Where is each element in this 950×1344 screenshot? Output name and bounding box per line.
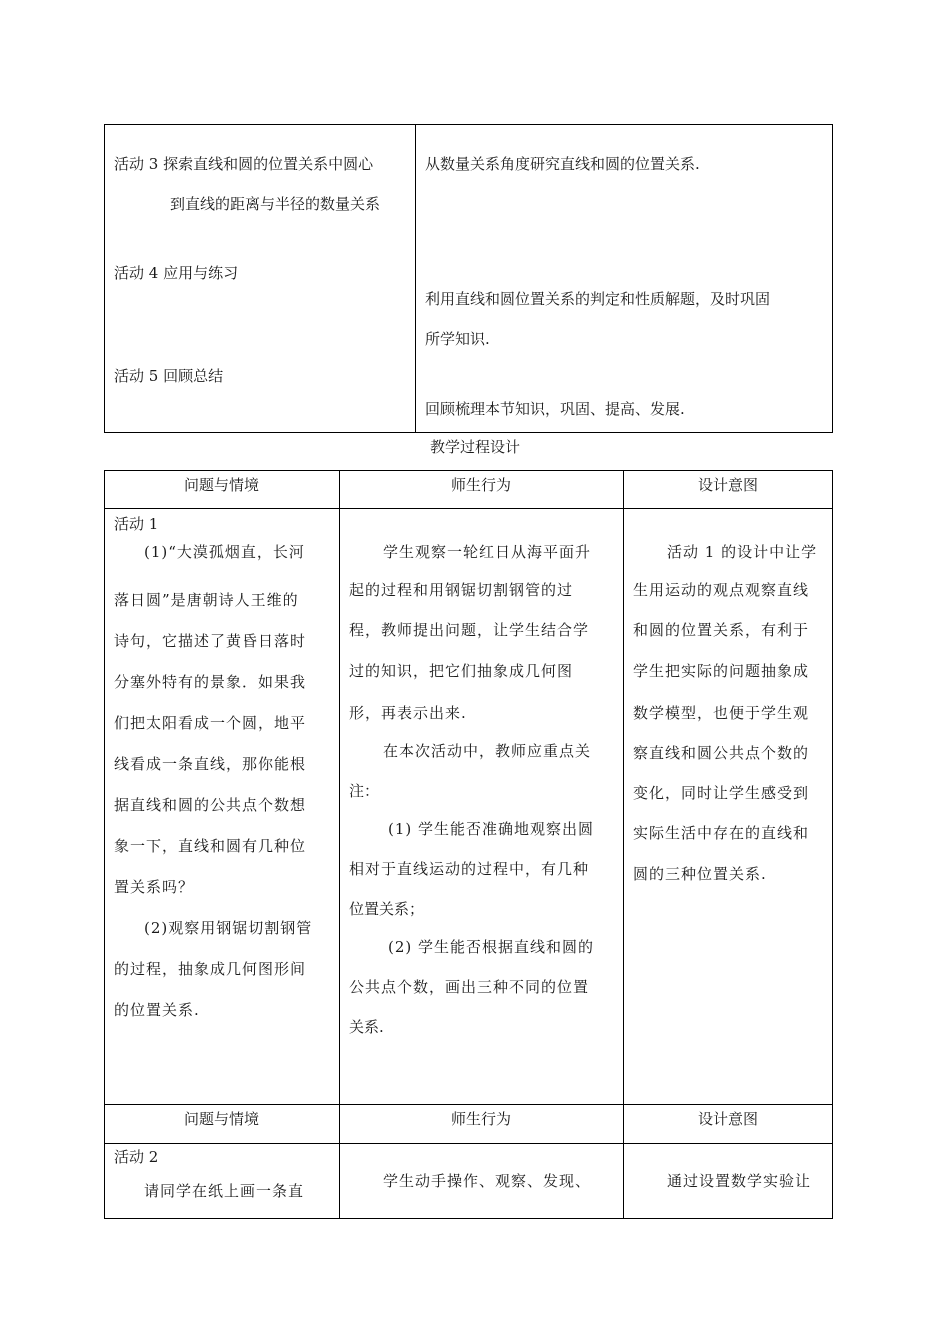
a1-problem-line: 的位置关系. bbox=[114, 1001, 200, 1019]
a1-problem-line: 象一下，直线和圆有几种位 bbox=[114, 837, 307, 855]
a1-behavior-line: (1) 学生能否准确地观察出圆 bbox=[388, 820, 595, 838]
activity3-goal: 从数量关系角度研究直线和圆的位置关系. bbox=[425, 155, 700, 173]
a1-behavior-line: 学生观察一轮红日从海平面升 bbox=[383, 543, 592, 561]
a1-intent-line: 数学模型，也便于学生观 bbox=[633, 704, 810, 722]
activity4-title: 活动 4 应用与练习 bbox=[114, 264, 239, 282]
a1-intent-line: 生用运动的观点观察直线 bbox=[633, 581, 810, 599]
a1-intent-line: 变化，同时让学生感受到 bbox=[633, 784, 810, 802]
activity3-title-cont: 到直线的距离与半径的数量关系 bbox=[170, 195, 381, 213]
a1-problem-line: 置关系吗？ bbox=[114, 878, 195, 896]
activity4-goal: 利用直线和圆位置关系的判定和性质解题，及时巩固 bbox=[425, 290, 771, 308]
a1-problem-line: 据直线和圆的公共点个数想 bbox=[114, 796, 307, 814]
a1-behavior-line: 形，再表示出来. bbox=[349, 704, 467, 722]
a1-intent-line: 和圆的位置关系，有利于 bbox=[633, 621, 810, 639]
plan-table-divider bbox=[415, 124, 416, 433]
activity4-goal-cont: 所学知识. bbox=[425, 330, 490, 348]
a1-problem-line: 分塞外特有的景象．如果我 bbox=[114, 673, 307, 691]
a2-intent-line: 通过设置数学实验让 bbox=[667, 1172, 812, 1190]
activity1-row-divider bbox=[104, 1104, 833, 1105]
a1-intent-line: 实际生活中存在的直线和 bbox=[633, 824, 810, 842]
col-divider-2 bbox=[623, 470, 624, 1219]
col-divider-1 bbox=[339, 470, 340, 1219]
a2-problem-line: 请同学在纸上画一条直 bbox=[144, 1182, 305, 1200]
a1-behavior-line: 相对于直线运动的过程中，有几种 bbox=[349, 860, 590, 878]
activity2-label: 活动 2 bbox=[114, 1148, 159, 1166]
activity3-title: 活动 3 探索直线和圆的位置关系中圆心 bbox=[114, 155, 374, 173]
header-intent-2: 设计意图 bbox=[697, 1110, 758, 1128]
header-row-divider bbox=[104, 508, 833, 509]
a1-intent-line: 活动 1 的设计中让学 bbox=[667, 543, 818, 561]
a1-behavior-line: 在本次活动中，教师应重点关 bbox=[383, 742, 592, 760]
header-behavior: 师生行为 bbox=[450, 476, 511, 494]
a1-behavior-line: 公共点个数，画出三种不同的位置 bbox=[349, 978, 590, 996]
a1-intent-line: 察直线和圆公共点个数的 bbox=[633, 744, 810, 762]
a2-behavior-line: 学生动手操作、观察、发现、 bbox=[383, 1172, 592, 1190]
a1-behavior-line: 关系. bbox=[349, 1018, 384, 1036]
a1-problem-line: (2)观察用钢锯切割钢管 bbox=[144, 919, 313, 937]
a1-problem-line: 们把太阳看成一个圆，地平 bbox=[114, 714, 307, 732]
activity5-title: 活动 5 回顾总结 bbox=[114, 367, 224, 385]
a1-behavior-line: 程，教师提出问题，让学生结合学 bbox=[349, 621, 590, 639]
a1-intent-line: 学生把实际的问题抽象成 bbox=[633, 662, 810, 680]
a1-problem-line: 的过程，抽象成几何图形间 bbox=[114, 960, 307, 978]
a1-problem-line: (1)“大漠孤烟直，长河 bbox=[144, 543, 305, 561]
a1-problem-line: 线看成一条直线，那你能根 bbox=[114, 755, 307, 773]
activity5-goal: 回顾梳理本节知识，巩固、提高、发展. bbox=[425, 400, 685, 418]
a1-behavior-line: 位置关系； bbox=[349, 900, 425, 918]
header-problem: 问题与情境 bbox=[183, 476, 259, 494]
header-problem-2: 问题与情境 bbox=[183, 1110, 259, 1128]
a1-behavior-line: 起的过程和用钢锯切割钢管的过 bbox=[349, 581, 574, 599]
activity1-label: 活动 1 bbox=[114, 515, 159, 533]
a1-behavior-line: 过的知识，把它们抽象成几何图 bbox=[349, 662, 574, 680]
header-behavior-2: 师生行为 bbox=[450, 1110, 511, 1128]
a1-problem-line: 诗句，它描述了黄昏日落时 bbox=[114, 632, 307, 650]
section-title: 教学过程设计 bbox=[429, 438, 520, 456]
a1-behavior-line: (2) 学生能否根据直线和圆的 bbox=[388, 938, 595, 956]
header-intent: 设计意图 bbox=[697, 476, 758, 494]
a1-problem-line: 落日圆”是唐朝诗人王维的 bbox=[114, 591, 299, 609]
a1-intent-line: 圆的三种位置关系. bbox=[633, 865, 767, 883]
a1-behavior-line: 注： bbox=[349, 782, 380, 800]
header-row2-divider bbox=[104, 1143, 833, 1144]
